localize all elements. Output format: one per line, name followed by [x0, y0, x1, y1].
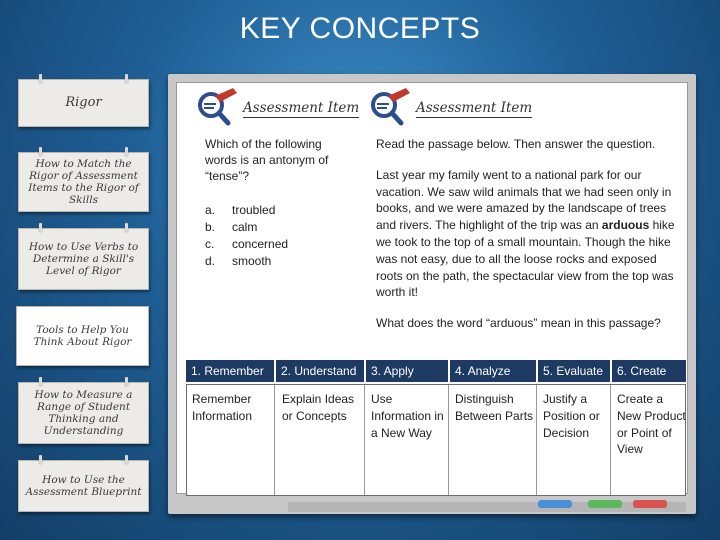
pin-icon: [125, 147, 128, 156]
pin-icon: [125, 74, 128, 83]
option-text: troubled: [232, 203, 276, 217]
option-letter: c.: [205, 237, 215, 251]
assessment-item-title: Assessment Item: [243, 100, 360, 116]
sidebar-item-rigor[interactable]: [18, 79, 149, 127]
item2-instruction: Read the passage below. Then answer the question.: [376, 137, 656, 151]
taxonomy-body-row: [186, 384, 686, 496]
item2-passage: [376, 167, 681, 301]
divider: [448, 385, 449, 495]
sidebar-item-label: How to Measure a Range of Student Thinking and Understanding: [34, 389, 133, 437]
taxonomy-header-row: [186, 360, 686, 382]
option-text: calm: [232, 220, 258, 234]
taxonomy-cell: Remember Information: [192, 392, 253, 423]
magnifier-pencil-icon: [368, 88, 412, 130]
divider: [274, 385, 275, 495]
taxonomy-table: [186, 360, 686, 496]
sidebar-item-label: Tools to Help You Think About Rigor: [33, 324, 132, 348]
taxonomy-cell: Use Information in a New Way: [371, 392, 444, 440]
sidebar-item-measure[interactable]: [18, 382, 149, 444]
pin-icon: [39, 455, 42, 464]
sidebar-item-match-rigor[interactable]: [18, 152, 149, 212]
taxonomy-header: 3. Apply: [364, 360, 448, 382]
option-letter: d.: [205, 254, 216, 268]
sidebar-item-label: Rigor: [65, 95, 102, 110]
taxonomy-cell: Create a New Product or Point of View: [617, 392, 686, 457]
pin-icon: [39, 223, 42, 232]
passage-bold-word: arduous: [601, 218, 650, 233]
item1-question: Which of the following words is an antonym of “tense”?: [205, 137, 329, 183]
answer-option[interactable]: [205, 236, 288, 253]
page-title: KEY CONCEPTS: [239, 12, 481, 45]
taxonomy-cell: Explain Ideas or Concepts: [282, 392, 355, 423]
magnifier-pencil-icon: [195, 88, 239, 130]
taxonomy-header: 1. Remember: [191, 364, 264, 378]
item2-content: [376, 136, 681, 346]
pin-icon: [125, 455, 128, 464]
marker-icon: [538, 500, 572, 508]
sidebar-item-verbs[interactable]: [18, 228, 149, 290]
marker-icon: [588, 500, 622, 508]
marker-tray: [288, 502, 686, 512]
item1-options: [205, 202, 288, 270]
pin-icon: [39, 147, 42, 156]
answer-option[interactable]: [205, 202, 288, 219]
assessment-item-header-2: [368, 88, 532, 130]
answer-option[interactable]: [205, 219, 288, 236]
taxonomy-header: 5. Evaluate: [536, 360, 610, 382]
option-text: concerned: [232, 237, 289, 251]
pin-icon: [39, 74, 42, 83]
pin-icon: [125, 377, 128, 386]
assessment-item-header-1: [195, 88, 359, 130]
assessment-item-title: Assessment Item: [416, 100, 533, 116]
item2-question: What does the word “arduous” mean in this passage?: [376, 316, 661, 331]
marker-icon: [633, 500, 667, 508]
taxonomy-cell: Justify a Position or Decision: [543, 392, 600, 440]
sidebar-item-tools[interactable]: [16, 306, 149, 366]
answer-option[interactable]: [205, 253, 288, 270]
option-text: smooth: [232, 254, 272, 268]
divider: [610, 385, 611, 495]
taxonomy-header: 6. Create: [610, 360, 686, 382]
taxonomy-header: 2. Understand: [274, 360, 364, 382]
sidebar-item-label: How to Match the Rigor of Assessment Items to the Rigor of Skills: [28, 158, 139, 206]
passage-text: hike we took to the top of a small mountain. Though the hike was not easy, due to all the loose rocks and exposed roots on the path, the spectacular view from the top was worth it!: [376, 218, 675, 300]
taxonomy-header: 4. Analyze: [448, 360, 536, 382]
option-letter: a.: [205, 203, 216, 217]
pin-icon: [125, 223, 128, 232]
passage-text: Last year my family went to a national park for our vacation. We saw wild animals that we had seen only in books, and we were amazed by the landscape of trees and rivers. The highlight of the trip was an: [376, 167, 672, 233]
divider: [364, 385, 365, 495]
option-letter: b.: [205, 220, 216, 234]
sidebar-item-blueprint[interactable]: [18, 460, 149, 512]
taxonomy-cell: Distinguish Between Parts: [455, 392, 534, 423]
divider: [536, 385, 537, 495]
pin-icon: [39, 377, 42, 386]
sidebar-item-label: How to Use the Assessment Blueprint: [25, 474, 142, 498]
sidebar-item-label: How to Use Verbs to Determine a Skill's Level of Rigor: [28, 241, 139, 277]
